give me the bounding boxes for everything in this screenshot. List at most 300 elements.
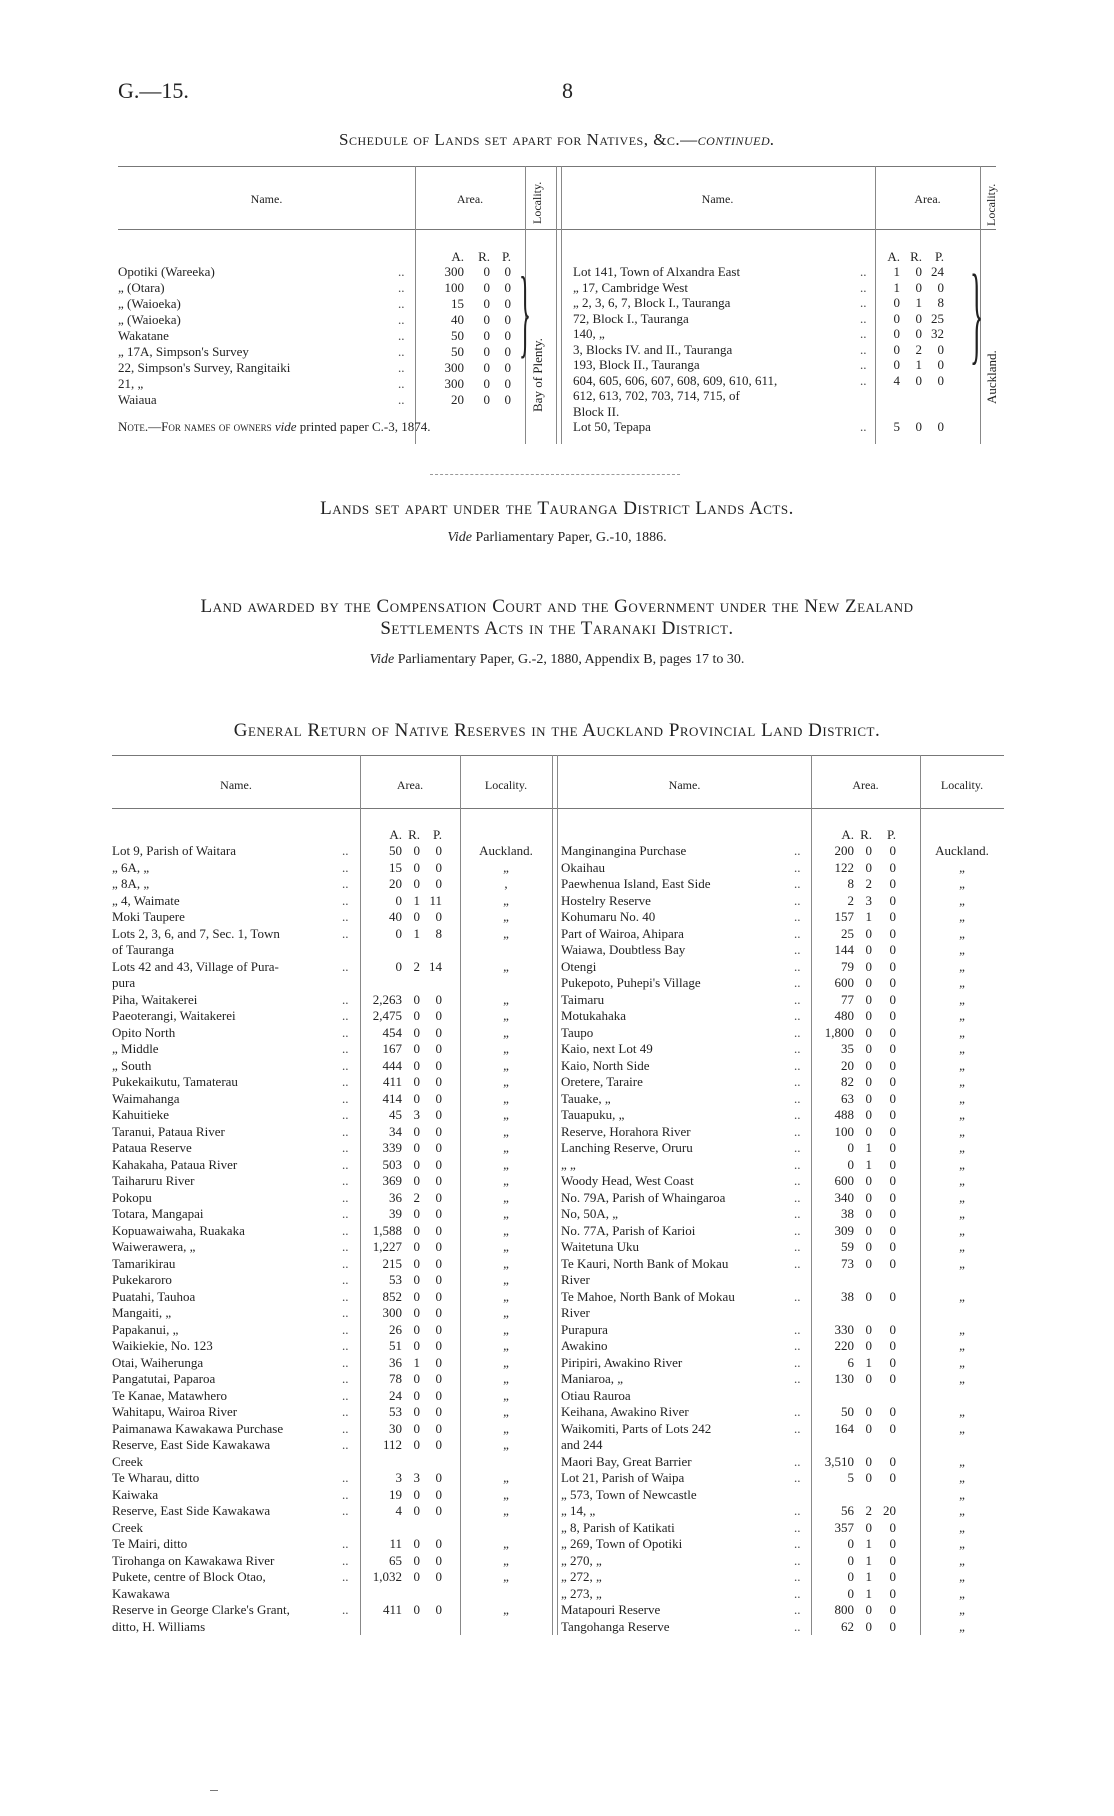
tauranga-vide: Vide xyxy=(447,530,472,545)
area-acres: 4 xyxy=(893,372,900,388)
row-name: Taiharuru River xyxy=(112,1173,195,1188)
area-acres: 5 xyxy=(893,419,900,434)
row-name: Taupo xyxy=(561,1024,594,1040)
row-name: Opito North xyxy=(112,1024,176,1040)
area-perches: 0 xyxy=(435,1470,442,1485)
leader-dots: .. xyxy=(794,843,801,858)
schedule-title xyxy=(0,130,1114,150)
leader-dots: .. xyxy=(794,1090,801,1106)
area-roods: 0 xyxy=(413,1536,420,1551)
area-roods: 0 xyxy=(865,1057,872,1073)
area-roods: 0 xyxy=(865,1338,872,1353)
area-acres: 300 xyxy=(444,264,464,279)
row-locality: „ xyxy=(959,1321,965,1337)
area-roods: 0 xyxy=(865,1255,872,1271)
schedule-right-locality: Auckland. xyxy=(984,350,999,404)
leader-dots: .. xyxy=(342,1486,349,1502)
leader-dots: .. xyxy=(342,1107,349,1122)
area-acres: 3 xyxy=(395,1470,402,1485)
row-locality: „ xyxy=(503,1420,509,1436)
area-roods: 0 xyxy=(483,376,490,391)
leader-dots: .. xyxy=(342,1470,349,1485)
area-roods: 0 xyxy=(865,958,872,974)
leader-dots: .. xyxy=(342,1437,349,1452)
area-acres: 36 xyxy=(389,1189,402,1205)
area-roods: 0 xyxy=(413,1321,420,1337)
row-locality: „ xyxy=(503,991,509,1007)
schedule-col-name-right: Name. xyxy=(701,192,734,206)
area-acres: 0 xyxy=(395,925,402,941)
row-locality: , xyxy=(504,876,508,891)
area-perches: 0 xyxy=(435,1024,442,1040)
area-perches: 0 xyxy=(889,1288,896,1304)
row-locality: „ xyxy=(959,1090,965,1106)
row-locality: „ xyxy=(503,1140,509,1155)
area-perches: 0 xyxy=(504,376,511,391)
schedule-note xyxy=(118,419,430,435)
unit-acres: A. xyxy=(841,827,854,842)
area-acres: 62 xyxy=(841,1618,854,1634)
leader-dots: .. xyxy=(342,958,349,974)
area-acres: 339 xyxy=(382,1140,402,1155)
row-name: Paimanawa Kawakawa Purchase xyxy=(112,1420,284,1436)
row-locality: „ xyxy=(959,1618,965,1634)
area-roods: 0 xyxy=(413,991,420,1007)
leader-dots: .. xyxy=(342,1074,349,1089)
area-acres: 20 xyxy=(841,1057,854,1073)
leader-dots: .. xyxy=(342,1552,349,1568)
area-roods: 1 xyxy=(865,1156,872,1172)
area-perches: 0 xyxy=(435,1189,442,1205)
row-locality: „ xyxy=(959,1602,965,1617)
area-perches: 0 xyxy=(435,843,442,858)
unit-perches: P. xyxy=(934,249,944,264)
row-name: „ 14, „ xyxy=(561,1503,596,1518)
area-perches: 0 xyxy=(435,1536,442,1551)
area-perches: 0 xyxy=(889,1519,896,1535)
row-locality: „ xyxy=(959,991,965,1007)
area-acres: 0 xyxy=(395,892,402,908)
area-perches: 0 xyxy=(889,1321,896,1337)
area-perches: 0 xyxy=(435,1206,442,1221)
area-acres: 0 xyxy=(395,958,402,974)
row-name: Creek xyxy=(112,1453,144,1469)
row-locality: „ xyxy=(503,1288,509,1304)
area-acres: 0 xyxy=(893,326,900,341)
area-roods: 0 xyxy=(413,1024,420,1040)
area-roods: 0 xyxy=(865,925,872,941)
leader-dots: .. xyxy=(794,1041,801,1056)
row-name: Waikomiti, Parts of Lots 242 xyxy=(561,1420,712,1436)
row-locality: „ xyxy=(959,1404,965,1419)
row-name: Waikiekie, No. 123 xyxy=(112,1338,213,1353)
area-perches: 0 xyxy=(435,1354,442,1370)
leader-dots: .. xyxy=(794,975,801,990)
area-perches: 0 xyxy=(889,1222,896,1238)
leader-dots: .. xyxy=(794,1255,801,1271)
area-acres: 3,510 xyxy=(824,1453,854,1469)
area-perches: 0 xyxy=(435,1272,442,1287)
row-name: Manginangina Purchase xyxy=(561,843,687,858)
area-roods: 0 xyxy=(865,1371,872,1386)
row-locality: „ xyxy=(959,909,965,924)
area-perches: 0 xyxy=(889,1618,896,1634)
row-name: Woody Head, West Coast xyxy=(561,1173,694,1188)
row-name: Wahitapu, Wairoa River xyxy=(112,1404,238,1419)
area-roods: 0 xyxy=(865,1420,872,1436)
area-acres: 167 xyxy=(382,1041,402,1056)
row-name: 72, Block I., Tauranga xyxy=(573,310,689,326)
area-roods: 0 xyxy=(413,1222,420,1238)
area-roods: 0 xyxy=(865,1008,872,1023)
row-locality: „ xyxy=(503,1156,509,1172)
area-acres: 2,263 xyxy=(372,991,402,1007)
leader-dots: .. xyxy=(794,1453,801,1469)
area-roods: 2 xyxy=(413,1189,420,1205)
row-locality: „ xyxy=(959,1569,965,1584)
leader-dots: .. xyxy=(794,1156,801,1172)
row-name: „ 2, 3, 6, 7, Block I., Tauranga xyxy=(573,295,731,310)
row-locality: Auckland. xyxy=(479,843,533,858)
area-acres: 2 xyxy=(847,892,854,908)
area-perches: 0 xyxy=(889,1123,896,1139)
area-roods: 0 xyxy=(413,1387,420,1403)
area-perches: 0 xyxy=(435,1107,442,1122)
row-locality: „ xyxy=(503,1437,509,1452)
row-locality: Auckland. xyxy=(935,843,989,858)
area-roods: 0 xyxy=(865,1519,872,1535)
area-perches: 0 xyxy=(889,1057,896,1073)
area-perches: 0 xyxy=(889,1602,896,1617)
row-name: Lots 2, 3, 6, and 7, Sec. 1, Town xyxy=(112,925,280,941)
area-perches: 0 xyxy=(889,1173,896,1188)
row-name: Kahuitieke xyxy=(112,1107,170,1122)
row-name: Part of Wairoa, Ahipara xyxy=(561,925,684,941)
row-locality: „ xyxy=(959,859,965,875)
row-locality: „ xyxy=(503,909,509,924)
leader-dots: .. xyxy=(794,1189,801,1205)
row-locality: „ xyxy=(503,1239,509,1254)
tauranga-subtitle xyxy=(0,530,1114,546)
area-roods: 0 xyxy=(413,1404,420,1419)
row-name: Waiawa, Doubtless Bay xyxy=(561,942,686,957)
area-roods: 0 xyxy=(413,876,420,891)
area-perches: 0 xyxy=(889,1585,896,1601)
leader-dots: .. xyxy=(794,1552,801,1568)
leader-dots: .. xyxy=(342,1420,349,1436)
leader-dots: .. xyxy=(794,1503,801,1518)
area-perches: 32 xyxy=(931,326,944,341)
area-acres: 0 xyxy=(847,1140,854,1155)
leader-dots: .. xyxy=(342,892,349,908)
row-name: „ „ xyxy=(561,1156,576,1172)
leader-dots: .. xyxy=(342,876,349,891)
area-perches: 0 xyxy=(435,1371,442,1386)
leader-dots: .. xyxy=(342,1156,349,1172)
area-perches: 0 xyxy=(937,341,944,357)
row-name: 21, „ xyxy=(118,376,144,391)
row-name: „ 17A, Simpson's Survey xyxy=(118,344,249,359)
leader-dots: .. xyxy=(794,958,801,974)
row-name: „ 4, Waimate xyxy=(112,892,180,908)
compensation-subtitle xyxy=(0,652,1114,668)
row-name: Waimahanga xyxy=(112,1090,180,1106)
row-locality: „ xyxy=(959,975,965,990)
area-perches: 0 xyxy=(889,1255,896,1271)
area-roods: 0 xyxy=(865,1123,872,1139)
area-perches: 0 xyxy=(435,1503,442,1518)
area-perches: 0 xyxy=(435,1222,442,1238)
area-acres: 444 xyxy=(382,1057,402,1073)
leader-dots: .. xyxy=(860,264,867,279)
area-perches: 0 xyxy=(937,279,944,295)
area-perches: 0 xyxy=(435,1255,442,1271)
area-roods: 0 xyxy=(413,1552,420,1568)
leader-dots: .. xyxy=(398,312,405,327)
row-name: Waiaua xyxy=(118,392,157,407)
area-roods: 0 xyxy=(413,1156,420,1172)
row-name: Lanching Reserve, Oruru xyxy=(561,1140,693,1155)
row-locality: „ xyxy=(959,1536,965,1551)
schedule-col-area-right: Area. xyxy=(914,192,941,206)
area-roods: 0 xyxy=(865,1074,872,1089)
area-perches: 0 xyxy=(889,859,896,875)
area-roods: 1 xyxy=(865,1536,872,1551)
area-acres: 36 xyxy=(389,1354,402,1370)
row-name: 604, 605, 606, 607, 608, 609, 610, 611, xyxy=(573,372,778,388)
leader-dots: .. xyxy=(342,1123,349,1139)
leader-dots: .. xyxy=(398,296,405,311)
area-acres: 15 xyxy=(451,296,464,311)
area-acres: 600 xyxy=(834,1173,854,1188)
area-acres: 38 xyxy=(841,1206,854,1221)
schedule-center-rule xyxy=(556,166,562,444)
area-acres: 11 xyxy=(389,1536,402,1551)
row-name: River xyxy=(561,1272,590,1287)
row-name: „ 8, Parish of Katikati xyxy=(561,1519,675,1535)
row-name: „ 270, „ xyxy=(561,1552,602,1568)
row-name: Taimaru xyxy=(561,991,605,1007)
note-tail: printed paper C.-3, 1874. xyxy=(299,419,431,434)
area-acres: 40 xyxy=(451,312,464,327)
area-perches: 25 xyxy=(931,310,944,326)
document-reference: G.—15. xyxy=(118,78,189,103)
area-acres: 340 xyxy=(834,1189,854,1205)
area-roods: 0 xyxy=(413,1503,420,1518)
leader-dots: .. xyxy=(342,843,349,858)
row-locality: „ xyxy=(959,1288,965,1304)
area-acres: 130 xyxy=(834,1371,854,1386)
area-perches: 0 xyxy=(435,1123,442,1139)
row-name: Tangohanga Reserve xyxy=(561,1618,670,1634)
leader-dots: .. xyxy=(794,1222,801,1238)
area-perches: 0 xyxy=(435,1041,442,1056)
area-acres: 220 xyxy=(834,1338,854,1353)
row-name: Otiau Rauroa xyxy=(561,1387,631,1403)
leader-dots: .. xyxy=(794,1321,801,1337)
area-perches: 24 xyxy=(931,264,944,279)
leader-dots: .. xyxy=(342,1041,349,1056)
leader-dots: .. xyxy=(342,1008,349,1023)
leader-dots: .. xyxy=(342,1387,349,1403)
area-roods: 1 xyxy=(865,1585,872,1601)
row-name: Lot 141, Town of Alxandra East xyxy=(573,264,741,279)
row-name: Tauapuku, „ xyxy=(561,1107,625,1122)
area-roods: 2 xyxy=(865,876,872,891)
row-locality: „ xyxy=(959,1173,965,1188)
area-roods: 0 xyxy=(413,1569,420,1584)
row-name: „ 17, Cambridge West xyxy=(573,279,688,295)
area-perches: 0 xyxy=(889,1552,896,1568)
area-perches: 0 xyxy=(435,876,442,891)
area-acres: 63 xyxy=(841,1090,854,1106)
row-name: Reserve in George Clarke's Grant, xyxy=(112,1602,290,1617)
area-perches: 0 xyxy=(435,1288,442,1304)
schedule-col-name: Name. xyxy=(250,192,283,206)
area-roods: 0 xyxy=(483,296,490,311)
area-roods: 0 xyxy=(865,1453,872,1469)
area-acres: 51 xyxy=(389,1338,402,1353)
row-name: „ 573, Town of Newcastle xyxy=(561,1486,697,1502)
area-acres: 79 xyxy=(841,958,854,974)
area-acres: 45 xyxy=(389,1107,402,1122)
row-name: ditto, H. Williams xyxy=(112,1618,206,1634)
area-acres: 15 xyxy=(389,859,402,875)
leader-dots: .. xyxy=(794,991,801,1007)
row-name: 3, Blocks IV. and II., Tauranga xyxy=(573,341,733,357)
area-acres: 852 xyxy=(382,1288,402,1304)
area-acres: 164 xyxy=(834,1420,854,1436)
area-perches: 0 xyxy=(435,1387,442,1403)
area-roods: 0 xyxy=(865,1321,872,1337)
row-locality: „ xyxy=(959,958,965,974)
leader-dots: .. xyxy=(398,280,405,295)
leader-dots: .. xyxy=(794,1585,801,1601)
area-roods: 0 xyxy=(413,1255,420,1271)
row-name: Hostelry Reserve xyxy=(561,892,651,908)
leader-dots: .. xyxy=(342,1404,349,1419)
area-perches: 0 xyxy=(889,1206,896,1221)
area-acres: 53 xyxy=(389,1272,402,1287)
row-name: Oretere, Taraire xyxy=(561,1074,643,1089)
area-roods: 0 xyxy=(865,859,872,875)
leader-dots: .. xyxy=(342,1090,349,1106)
schedule-right-brace: } xyxy=(970,252,984,374)
row-locality: „ xyxy=(959,1420,965,1436)
area-roods: 0 xyxy=(483,360,490,375)
row-locality: „ xyxy=(503,1338,509,1353)
general-top-rule xyxy=(112,755,1004,756)
area-perches: 0 xyxy=(889,1107,896,1122)
area-roods: 0 xyxy=(865,1189,872,1205)
area-acres: 77 xyxy=(841,991,854,1007)
row-name: „ 272, „ xyxy=(561,1569,602,1584)
row-locality: „ xyxy=(959,1140,965,1155)
row-name: Pukete, centre of Block Otao, xyxy=(112,1569,266,1584)
area-acres: 50 xyxy=(389,843,402,858)
row-name: Kohumaru No. 40 xyxy=(561,909,656,924)
leader-dots: .. xyxy=(342,1288,349,1304)
row-name: Te Kanae, Matawhero xyxy=(112,1387,227,1403)
area-acres: 38 xyxy=(841,1288,854,1304)
row-name: Kawakawa xyxy=(112,1585,170,1601)
area-perches: 0 xyxy=(504,296,511,311)
area-perches: 0 xyxy=(435,1305,442,1320)
leader-dots: .. xyxy=(342,1272,349,1287)
area-roods: 0 xyxy=(413,1338,420,1353)
unit-roods: R. xyxy=(408,827,420,842)
area-roods: 0 xyxy=(413,1206,420,1221)
row-name: Taranui, Pataua River xyxy=(112,1123,225,1139)
area-roods: 0 xyxy=(915,264,922,279)
area-roods: 0 xyxy=(413,1239,420,1254)
area-perches: 14 xyxy=(429,958,442,974)
area-roods: 0 xyxy=(413,1305,420,1320)
area-acres: 20 xyxy=(389,876,402,891)
row-name: Moki Taupere xyxy=(112,909,185,924)
leader-dots: .. xyxy=(794,1470,801,1485)
area-acres: 1 xyxy=(893,264,900,279)
area-roods: 0 xyxy=(413,843,420,858)
row-locality: „ xyxy=(959,1239,965,1254)
area-acres: 56 xyxy=(841,1503,854,1518)
row-locality: „ xyxy=(503,1024,509,1040)
row-locality: „ xyxy=(959,1222,965,1238)
area-perches: 0 xyxy=(889,1156,896,1172)
general-col-locality: Locality. xyxy=(484,778,528,792)
row-name: Lot 9, Parish of Waitara xyxy=(112,843,236,858)
area-perches: 11 xyxy=(429,892,442,908)
general-title: General Return of Native Reserves in the Auckland Provincial Land District. xyxy=(233,720,881,741)
tauranga-reference: Parliamentary Paper, G.-10, 1886. xyxy=(475,530,667,545)
area-perches: 8 xyxy=(435,925,442,941)
row-name: Maniaroa, „ xyxy=(561,1371,624,1386)
area-perches: 0 xyxy=(889,1189,896,1205)
page-number: 8 xyxy=(562,78,573,103)
leader-dots: .. xyxy=(794,1206,801,1221)
note-text: Note.—For names of owners xyxy=(118,419,272,434)
area-perches: 0 xyxy=(889,892,896,908)
area-acres: 82 xyxy=(841,1074,854,1089)
general-col-rule xyxy=(811,755,812,1635)
area-perches: 0 xyxy=(504,344,511,359)
leader-dots: .. xyxy=(342,925,349,941)
row-name: Papakanui, „ xyxy=(112,1321,179,1337)
row-locality: „ xyxy=(959,1255,965,1271)
area-roods: 0 xyxy=(915,310,922,326)
leader-dots: .. xyxy=(794,1024,801,1040)
area-perches: 0 xyxy=(889,991,896,1007)
area-roods: 0 xyxy=(483,392,490,407)
area-perches: 0 xyxy=(504,328,511,343)
area-acres: 39 xyxy=(389,1206,402,1221)
area-roods: 1 xyxy=(413,1354,420,1370)
row-name: Kopuawaiwaha, Ruakaka xyxy=(112,1222,245,1238)
leader-dots: .. xyxy=(342,1602,349,1617)
area-roods: 1 xyxy=(915,295,922,310)
row-name: Piripiri, Awakino River xyxy=(561,1354,683,1370)
leader-dots: .. xyxy=(342,991,349,1007)
row-locality: „ xyxy=(503,1354,509,1370)
leader-dots: .. xyxy=(794,1569,801,1584)
row-locality: „ xyxy=(959,1519,965,1535)
area-perches: 0 xyxy=(889,1470,896,1485)
leader-dots: .. xyxy=(342,1255,349,1271)
area-roods: 0 xyxy=(865,1470,872,1485)
row-locality: „ xyxy=(959,1338,965,1353)
area-acres: 1,032 xyxy=(372,1569,402,1584)
row-name: River xyxy=(561,1305,590,1320)
